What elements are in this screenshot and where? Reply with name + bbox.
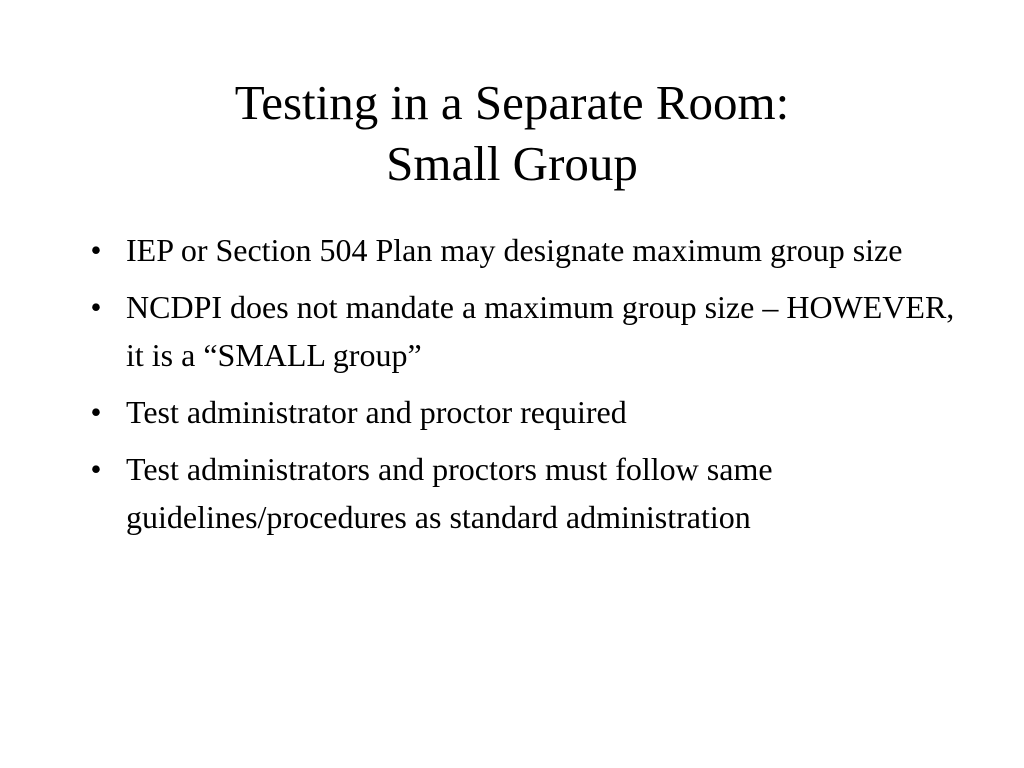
bullet-item <box>84 445 964 541</box>
bullet-item <box>84 283 964 379</box>
bullet-item <box>84 388 964 436</box>
slide-title-line-1: Testing in a Separate Room: <box>234 75 790 130</box>
bullet-text: IEP or Section 504 Plan may designate maximum group size <box>126 232 903 268</box>
bullet-icon: • <box>90 232 102 268</box>
bullet-text: Test administrator and proctor required <box>126 394 627 430</box>
slide-title <box>80 72 944 194</box>
bullet-icon: • <box>90 451 102 487</box>
bullet-item <box>84 226 964 274</box>
bullet-text: NCDPI does not mandate a maximum group size – HOWEVER, it is a “SMALL group” <box>126 289 955 373</box>
bullet-icon: • <box>90 394 102 430</box>
slide-title-line-2: Small Group <box>386 136 638 191</box>
bullet-text: Test administrators and proctors must follow same guidelines/procedures as standard administration <box>126 451 773 535</box>
bullet-icon: • <box>90 289 102 325</box>
bullet-list <box>84 226 964 550</box>
